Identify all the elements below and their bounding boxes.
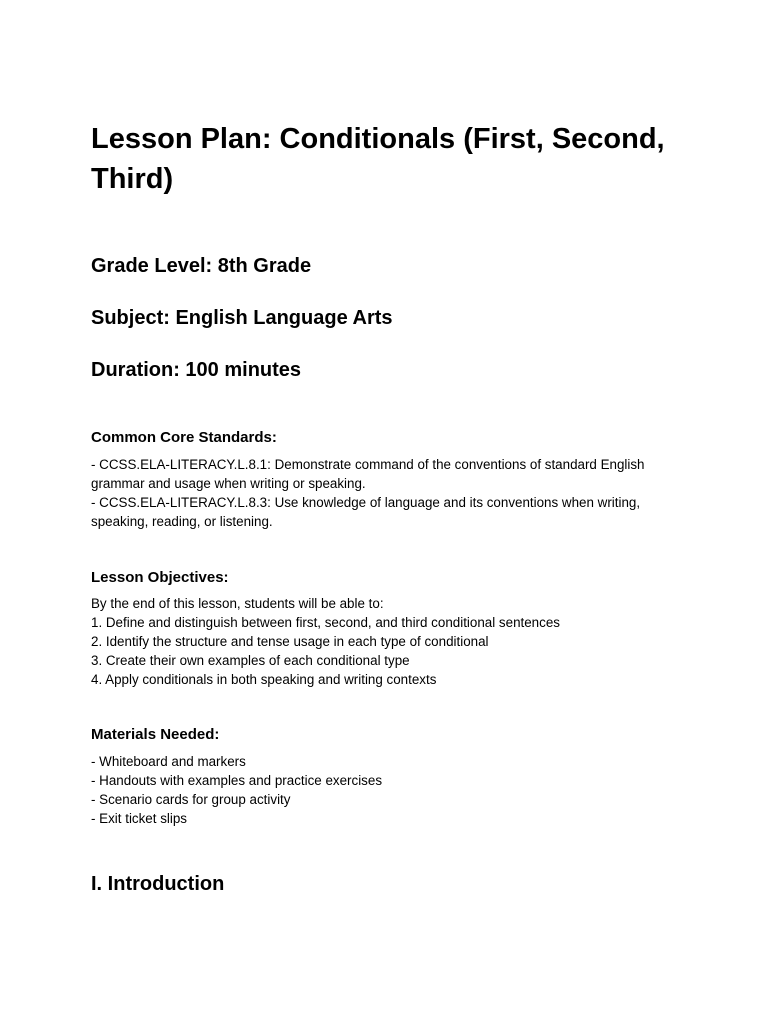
introduction-heading: I. Introduction <box>91 873 225 895</box>
objectives-line: 1. Define and distinguish between first, second, and third conditional sentences <box>91 615 560 630</box>
objectives-line: By the end of this lesson, students will be able to: <box>91 596 384 611</box>
duration-heading: Duration: 100 minutes <box>91 359 302 381</box>
materials-line: - Handouts with examples and practice exercises <box>91 773 383 788</box>
standards-line: - CCSS.ELA-LITERACY.L.8.1: Demonstrate command of the conventions of standard English <box>91 457 645 472</box>
page-title: Lesson Plan: Conditionals (First, Second, Third) <box>91 123 665 195</box>
standards-heading: Common Core Standards: <box>91 429 277 446</box>
objectives-line: 4. Apply conditionals in both speaking and writing contexts <box>91 672 437 687</box>
objectives-heading: Lesson Objectives: <box>91 569 229 586</box>
materials-list <box>91 752 382 828</box>
objectives-line: 3. Create their own examples of each conditional type <box>91 653 410 668</box>
standards-line: speaking, reading, or listening. <box>91 514 273 529</box>
materials-heading: Materials Needed: <box>91 726 220 743</box>
subject-heading: Subject: English Language Arts <box>91 307 393 329</box>
materials-line: - Exit ticket slips <box>91 811 187 826</box>
objectives-line: 2. Identify the structure and tense usage in each type of conditional <box>91 634 489 649</box>
materials-line: - Scenario cards for group activity <box>91 792 291 807</box>
materials-line: - Whiteboard and markers <box>91 754 246 769</box>
standards-list <box>91 455 645 531</box>
standards-line: grammar and usage when writing or speaking. <box>91 476 366 491</box>
grade-level-heading: Grade Level: 8th Grade <box>91 255 312 277</box>
objectives-list <box>91 594 560 689</box>
standards-line: - CCSS.ELA-LITERACY.L.8.3: Use knowledge of language and its conventions when writing, <box>91 495 641 510</box>
